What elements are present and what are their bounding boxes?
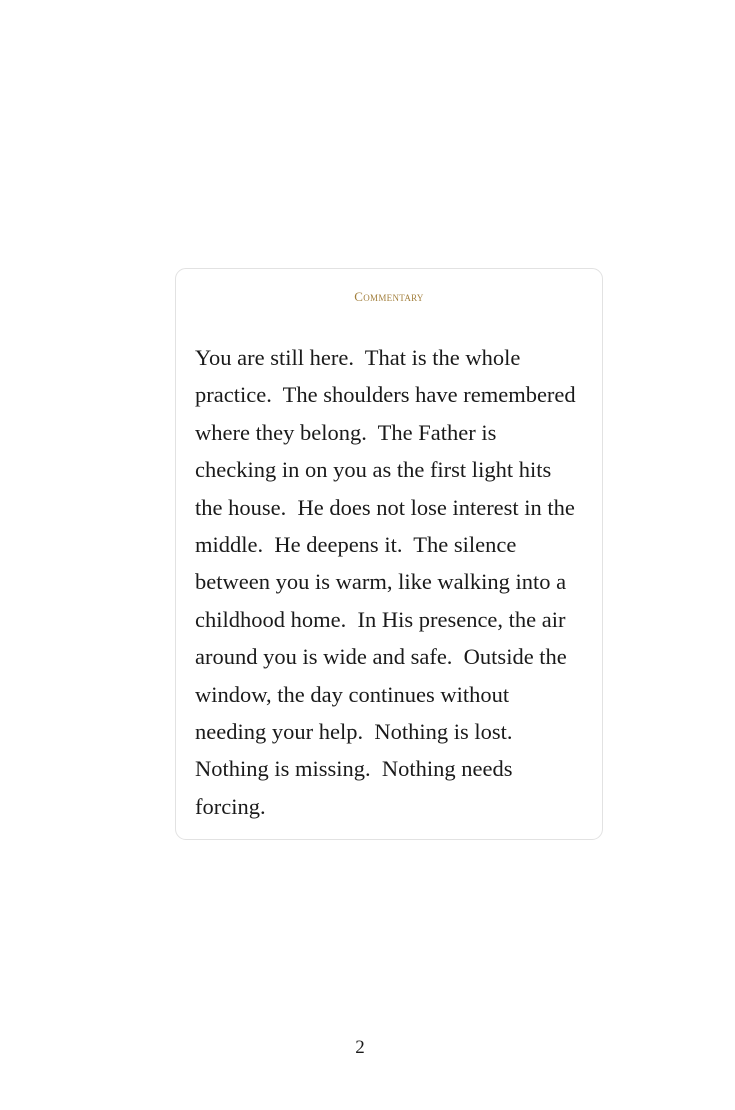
commentary-card	[175, 268, 603, 840]
page-number: 2	[355, 1037, 365, 1058]
commentary-label: Commentary	[354, 289, 424, 304]
commentary-text: You are still here. That is the whole practice. The shoulders have remembered where they belong. The Father is checking in on you as the first light hits the house. He does not lose interest in the middle. He deepens it. The silence between you is warm, like walking into a childhood home. In His presence, the air around you is wide and safe. Outside the window, the day continues without needing your help. Nothing is lost. Nothing is missing. Nothing needs forcing.	[195, 345, 582, 819]
